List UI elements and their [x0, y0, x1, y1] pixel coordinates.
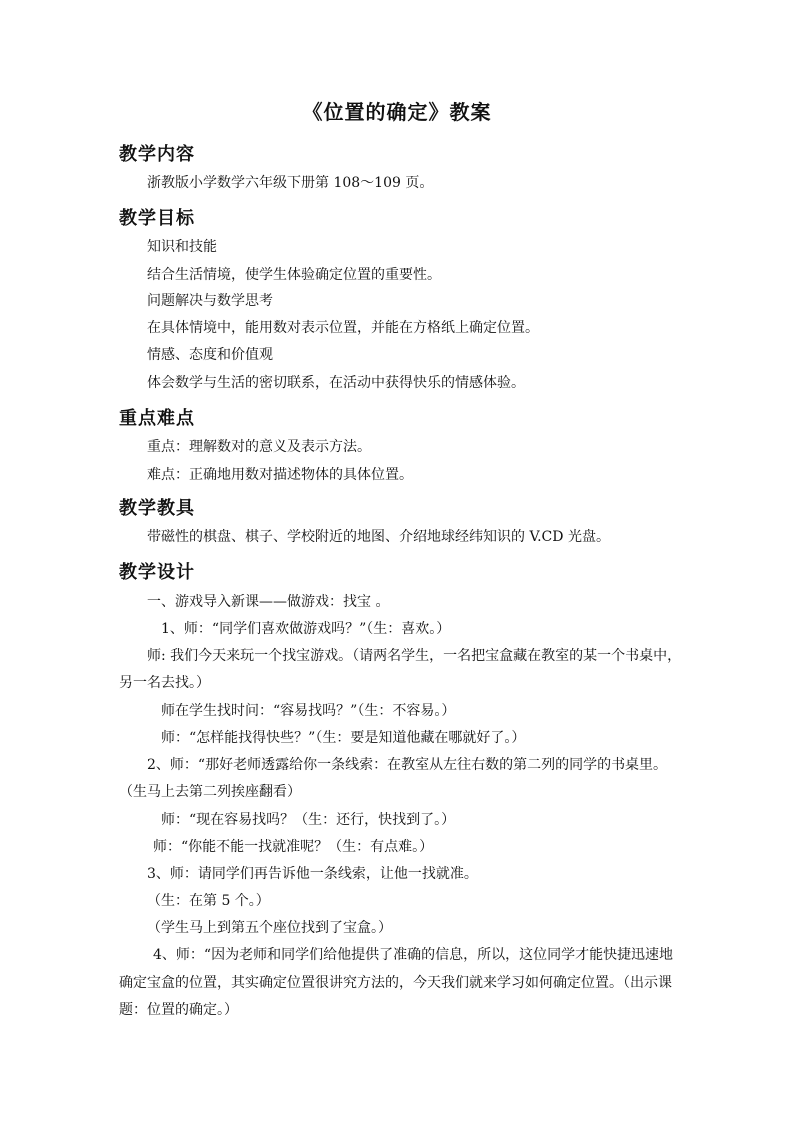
design-line: 师在学生找时问：“容易找吗？”（生：不容易。）	[161, 703, 456, 719]
goal-line: 在具体情境中，能用数对表示位置，并能在方格纸上确定位置。	[147, 320, 539, 336]
tools-line: 带磁性的棋盘、棋子、学校附近的地图、介绍地球经纬知识的 V.CD 光盘。	[147, 529, 610, 545]
design-line: 3、师：请同学们再告诉他一条线索，让他一找就准。	[147, 866, 478, 882]
design-line: （学生马上到第五个座位找到了宝盒。）	[147, 920, 392, 936]
content-line: 浙教版小学数学六年级下册第 108～109 页。	[147, 175, 434, 191]
design-line: 1、师：“同学们喜欢做游戏吗？”（生：喜欢。）	[161, 621, 451, 637]
design-line: 师：“怎样能找得快些？”（生：要是知道他藏在哪就好了。）	[161, 730, 526, 746]
design-line: 确定宝盒的位置，其实确定位置很讲究方法的，今天我们就来学习如何确定位置。（出示课	[119, 975, 672, 991]
heading-teaching-tools: 教学教具	[119, 498, 195, 519]
design-line: 2、师：“那好老师透露给你一条线索：在教室从左往右数的第二列的同学的书桌里。	[147, 757, 668, 773]
goal-line: 体会数学与生活的密切联系，在活动中获得快乐的情感体验。	[147, 375, 525, 391]
goal-line: 知识和技能	[147, 239, 217, 255]
design-line: 题：位置的确定。）	[119, 1002, 238, 1018]
design-line: （生：在第 5 个。）	[147, 893, 270, 909]
heading-key-points: 重点难点	[119, 408, 195, 429]
design-line: 一、游戏导入新课——做游戏：找宝 。	[147, 594, 390, 610]
goal-line: 结合生活情境，使学生体验确定位置的重要性。	[147, 267, 441, 283]
design-line: 另一名去找。）	[119, 675, 210, 691]
heading-teaching-goals: 教学目标	[119, 208, 195, 229]
page-title: 《位置的确定》教案	[302, 100, 492, 124]
design-line: （生马上去第二列挨座翻看）	[119, 784, 301, 800]
design-line: 师：“你能不能一找就准呢？（生：有点难。）	[153, 839, 434, 855]
heading-teaching-design: 教学设计	[119, 562, 195, 583]
goal-line: 问题解决与数学思考	[147, 293, 273, 309]
keypoint-line: 难点：正确地用数对描述物体的具体位置。	[147, 467, 413, 483]
keypoint-line: 重点：理解数对的意义及表示方法。	[147, 439, 371, 455]
design-line: 师: 我们今天来玩一个找宝游戏。（请两名学生，一名把宝盒藏在教室的某一个书桌中，	[147, 648, 682, 664]
heading-teaching-content: 教学内容	[119, 144, 195, 165]
design-line: 师：“现在容易找吗？（生：还行，快找到了。）	[161, 812, 456, 828]
design-line: 4、师：“因为老师和同学们给他提供了准确的信息，所以，这位同学才能快捷迅速地	[153, 947, 674, 963]
goal-line: 情感、态度和价值观	[147, 347, 273, 363]
